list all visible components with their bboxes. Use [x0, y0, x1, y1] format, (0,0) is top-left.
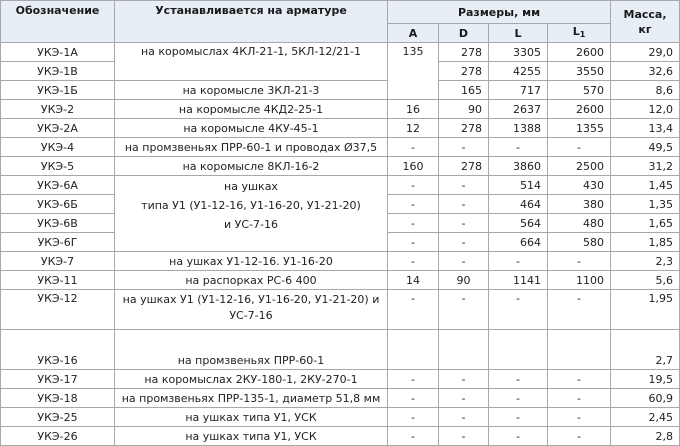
cell-d: - — [439, 214, 489, 233]
table-row — [1, 100, 680, 119]
cell-installed-on: на коромысле 8КЛ-16-2 — [115, 157, 388, 176]
cell-l — [489, 330, 548, 370]
cell-a: - — [388, 176, 439, 195]
cell-installed-on-group — [115, 176, 388, 252]
cell-d: - — [439, 138, 489, 157]
cell-d: - — [439, 389, 489, 408]
cell-designation: УКЭ-6Б — [1, 195, 115, 214]
cell-mass: 12,0 — [611, 100, 680, 119]
cell-l: 1388 — [489, 119, 548, 138]
cell-l1: 430 — [548, 176, 611, 195]
cell-installed-on: на ушках типа У1, УСК — [115, 408, 388, 427]
cell-l: - — [489, 290, 548, 330]
cell-mass: 13,4 — [611, 119, 680, 138]
cell-mass: 2,45 — [611, 408, 680, 427]
cell-l: 3305 — [489, 43, 548, 62]
cell-installed-on: на коромысле 4КУ-45-1 — [115, 119, 388, 138]
cell-l: 717 — [489, 81, 548, 100]
cell-l: - — [489, 370, 548, 389]
cell-mass: 5,6 — [611, 271, 680, 290]
cell-designation: УКЭ-7 — [1, 252, 115, 271]
cell-a: - — [388, 389, 439, 408]
cell-a: 135 — [388, 43, 439, 100]
cell-l: 564 — [489, 214, 548, 233]
cell-installed-on: на коромысле 4КД2-25-1 — [115, 100, 388, 119]
col-header-d: D — [439, 24, 489, 43]
cell-mass: 49,5 — [611, 138, 680, 157]
cell-a — [388, 330, 439, 370]
col-header-dimensions: Размеры, мм — [388, 1, 611, 24]
cell-d: 165 — [439, 81, 489, 100]
cell-designation: УКЭ-17 — [1, 370, 115, 389]
table-row — [1, 119, 680, 138]
table-row — [1, 271, 680, 290]
cell-a: - — [388, 138, 439, 157]
cell-l1: 2600 — [548, 100, 611, 119]
cell-l: - — [489, 427, 548, 446]
cell-d: - — [439, 233, 489, 252]
cell-designation: УКЭ-2 — [1, 100, 115, 119]
cell-l1: 580 — [548, 233, 611, 252]
cell-d: - — [439, 176, 489, 195]
cell-l: 514 — [489, 176, 548, 195]
cell-a: 16 — [388, 100, 439, 119]
cell-l: 2637 — [489, 100, 548, 119]
cell-installed-on: на ушках У1 (У1-12-16, У1-16-20, У1-21-20) и УС-7-16 — [115, 290, 388, 330]
cell-installed-on: на ушках типа У1, УСК — [115, 427, 388, 446]
cell-mass: 1,35 — [611, 195, 680, 214]
cell-a: 14 — [388, 271, 439, 290]
col-header-installed-on: Устанавливается на арматуре — [115, 1, 388, 43]
cell-d: 278 — [439, 157, 489, 176]
cell-a: - — [388, 408, 439, 427]
cell-l: 4255 — [489, 62, 548, 81]
table-row — [1, 330, 680, 370]
cell-designation: УКЭ-1А — [1, 43, 115, 62]
cell-d: 90 — [439, 100, 489, 119]
cell-mass: 32,6 — [611, 62, 680, 81]
cell-d: - — [439, 290, 489, 330]
mass-header-line1: Масса, — [623, 7, 667, 21]
installed-on-line: типа У1 (У1-12-16, У1-16-20, У1-21-20) — [141, 199, 361, 212]
cell-installed-on: на промзвеньях ПРР-60-1 — [115, 330, 388, 370]
cell-l1: - — [548, 389, 611, 408]
cell-designation: УКЭ-12 — [1, 290, 115, 330]
cell-installed-on: на коромыслах 2КУ-180-1, 2КУ-270-1 — [115, 370, 388, 389]
cell-l: 664 — [489, 233, 548, 252]
cell-designation: УКЭ-25 — [1, 408, 115, 427]
col-header-designation: Обозначение — [1, 1, 115, 43]
cell-l1: - — [548, 252, 611, 271]
cell-l1: 2600 — [548, 43, 611, 62]
table-row — [1, 43, 680, 62]
cell-designation: УКЭ-18 — [1, 389, 115, 408]
cell-mass: 60,9 — [611, 389, 680, 408]
cell-l1: 1355 — [548, 119, 611, 138]
cell-mass: 1,65 — [611, 214, 680, 233]
cell-l1: 3550 — [548, 62, 611, 81]
table-row — [1, 427, 680, 446]
cell-d: - — [439, 427, 489, 446]
cell-designation: УКЭ-6Г — [1, 233, 115, 252]
table-row — [1, 81, 680, 100]
cell-a: - — [388, 370, 439, 389]
cell-l: 3860 — [489, 157, 548, 176]
cell-installed-on: на коромыслах 4КЛ-21-1, 5КЛ-12/21-1 — [115, 43, 388, 81]
cell-d: 278 — [439, 43, 489, 62]
cell-d: 90 — [439, 271, 489, 290]
cell-designation: УКЭ-2А — [1, 119, 115, 138]
cell-installed-on: на промзвеньях ПРР-60-1 и проводах Ø37,5 — [115, 138, 388, 157]
l1-base: L — [572, 25, 580, 38]
cell-l1: - — [548, 408, 611, 427]
cell-l: - — [489, 408, 548, 427]
cell-d — [439, 330, 489, 370]
cell-designation: УКЭ-6А — [1, 176, 115, 195]
cell-l1: 570 — [548, 81, 611, 100]
cell-l: - — [489, 389, 548, 408]
cell-installed-on: на распорках РС-6 400 — [115, 271, 388, 290]
cell-l: 1141 — [489, 271, 548, 290]
cell-designation: УКЭ-16 — [1, 330, 115, 370]
cell-mass: 2,8 — [611, 427, 680, 446]
col-header-mass — [611, 1, 680, 43]
col-header-l: L — [489, 24, 548, 43]
mass-header-line2: кг — [638, 22, 652, 36]
cell-designation: УКЭ-6В — [1, 214, 115, 233]
cell-a: - — [388, 290, 439, 330]
l1-subscript: 1 — [579, 30, 586, 39]
cell-designation: УКЭ-1В — [1, 62, 115, 81]
cell-mass: 31,2 — [611, 157, 680, 176]
installed-on-line: и УС-7-16 — [224, 218, 278, 231]
cell-d: - — [439, 195, 489, 214]
cell-mass: 1,85 — [611, 233, 680, 252]
cell-l1: 2500 — [548, 157, 611, 176]
table-row — [1, 138, 680, 157]
cell-l1: 1100 — [548, 271, 611, 290]
cell-a: - — [388, 233, 439, 252]
cell-l1: - — [548, 427, 611, 446]
cell-designation: УКЭ-11 — [1, 271, 115, 290]
table-row — [1, 252, 680, 271]
cell-d: - — [439, 408, 489, 427]
cell-l1: - — [548, 290, 611, 330]
table-row — [1, 290, 680, 330]
col-header-a: A — [388, 24, 439, 43]
cell-l1: 480 — [548, 214, 611, 233]
cell-l1: - — [548, 370, 611, 389]
cell-a: - — [388, 195, 439, 214]
cell-l1 — [548, 330, 611, 370]
col-header-l1 — [548, 24, 611, 43]
cell-l1: - — [548, 138, 611, 157]
cell-a: 12 — [388, 119, 439, 138]
cell-mass: 2,3 — [611, 252, 680, 271]
cell-d: 278 — [439, 62, 489, 81]
cell-designation: УКЭ-4 — [1, 138, 115, 157]
header-row-1 — [1, 1, 680, 24]
cell-mass: 2,7 — [611, 330, 680, 370]
cell-l: - — [489, 252, 548, 271]
table-row — [1, 157, 680, 176]
cell-mass: 8,6 — [611, 81, 680, 100]
cell-installed-on: на промзвеньях ПРР-135-1, диаметр 51,8 мм — [115, 389, 388, 408]
cell-mass: 1,45 — [611, 176, 680, 195]
cell-mass: 29,0 — [611, 43, 680, 62]
cell-l: - — [489, 138, 548, 157]
cell-installed-on: на ушках У1-12-16. У1-16-20 — [115, 252, 388, 271]
cell-a: 160 — [388, 157, 439, 176]
table-row — [1, 389, 680, 408]
cell-designation: УКЭ-1Б — [1, 81, 115, 100]
installed-on-line: на ушках — [224, 180, 278, 193]
cell-designation: УКЭ-26 — [1, 427, 115, 446]
cell-l: 464 — [489, 195, 548, 214]
cell-d: - — [439, 370, 489, 389]
cell-a: - — [388, 427, 439, 446]
cell-l1: 380 — [548, 195, 611, 214]
table-row — [1, 176, 680, 195]
cell-installed-on: на коромысле 3КЛ-21-3 — [115, 81, 388, 100]
table-row — [1, 408, 680, 427]
cell-designation: УКЭ-5 — [1, 157, 115, 176]
cell-a: - — [388, 252, 439, 271]
cell-a: - — [388, 214, 439, 233]
table-row — [1, 370, 680, 389]
cell-mass: 1,95 — [611, 290, 680, 330]
cell-d: 278 — [439, 119, 489, 138]
cell-mass: 19,5 — [611, 370, 680, 389]
cell-d: - — [439, 252, 489, 271]
